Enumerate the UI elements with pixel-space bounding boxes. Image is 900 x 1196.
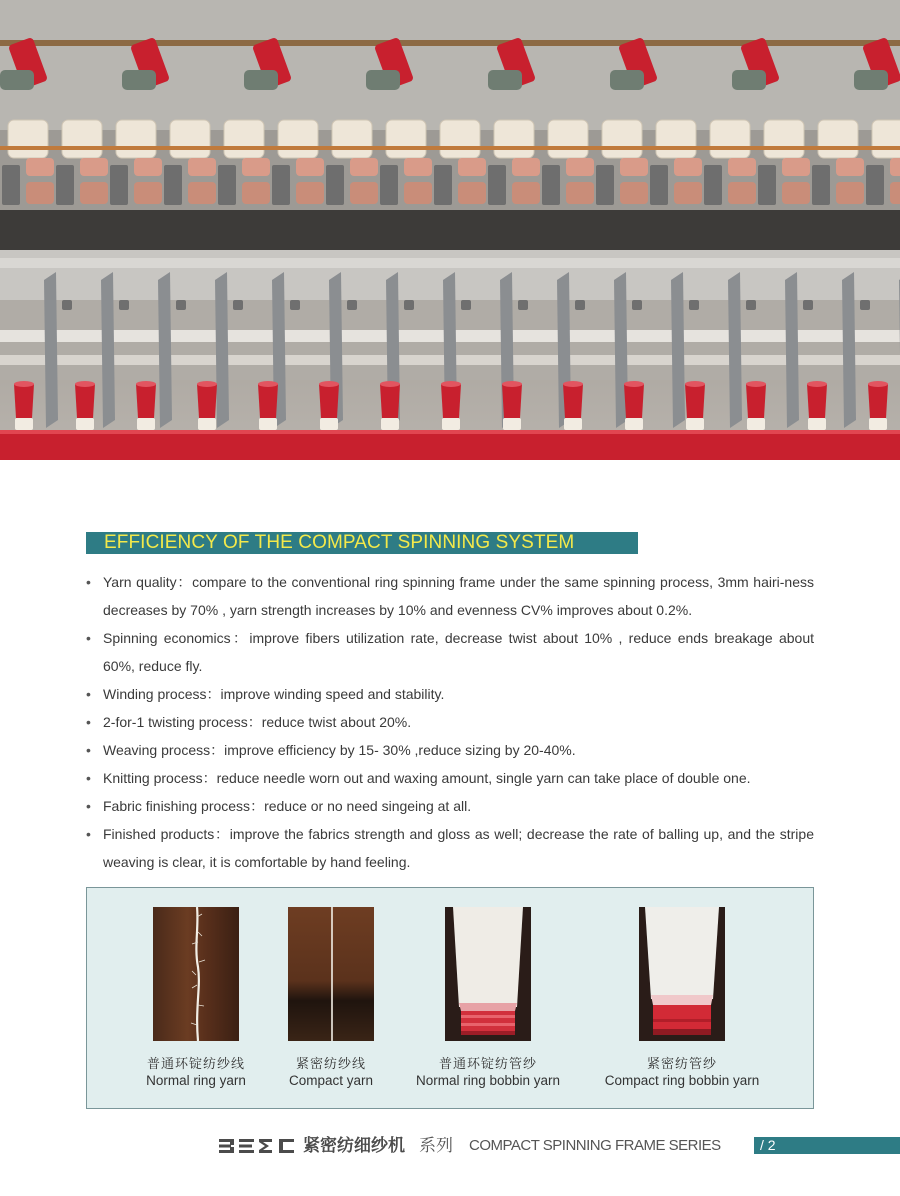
caption-cn: 普通环锭纺纱线 <box>146 1057 246 1072</box>
caption-en: Compact yarn <box>288 1073 374 1088</box>
bullet-label: Weaving process <box>103 742 211 758</box>
caption-cn: 紧密纺管纱 <box>646 1057 718 1072</box>
series-title-cn: 紧密纺细纱机 <box>303 1136 405 1156</box>
bullet-separator: ： <box>176 574 193 590</box>
bullet-label: Finished products <box>103 826 215 842</box>
yarn-comparison-panel <box>86 887 814 1109</box>
list-item <box>86 680 814 708</box>
list-item <box>86 764 814 792</box>
bullet-label: Fabric finishing process <box>103 798 251 814</box>
spinning-frame-photo <box>0 0 900 460</box>
bullet-separator: ： <box>206 686 221 702</box>
bullet-icon: • <box>86 574 91 590</box>
series-suffix-cn: 系列 <box>419 1136 453 1156</box>
page-footer <box>0 1134 900 1158</box>
bullet-icon: • <box>86 630 91 646</box>
brand-logo <box>219 1134 297 1158</box>
normal-bobbin-photo <box>445 907 531 1041</box>
list-item <box>86 624 814 680</box>
bullet-icon: • <box>86 714 91 730</box>
bullet-label: Winding process <box>103 686 207 702</box>
compact-bobbin-photo <box>639 907 725 1041</box>
bullet-icon: • <box>86 686 91 702</box>
caption-cn: 紧密纺纱线 <box>295 1057 367 1072</box>
bullet-icon: • <box>86 826 91 842</box>
bullet-text: improve the fabrics strength and gloss as well; decrease the rate of balling up, and the stripe weaving is clear, it is comfortable by hand feeling. <box>103 826 814 870</box>
bullet-icon: • <box>86 798 91 814</box>
bullet-label: 2-for-1 twisting process <box>103 714 248 730</box>
section-title: EFFICIENCY OF THE COMPACT SPINNING SYSTEM <box>86 532 638 554</box>
spinning-frame-illustration <box>0 0 900 460</box>
series-title-en: COMPACT SPINNING FRAME SERIES <box>469 1137 721 1154</box>
list-item <box>86 820 814 876</box>
caption-cn: 普通环锭纺管纱 <box>438 1057 538 1072</box>
bullet-label: Spinning economics <box>103 630 231 646</box>
normal-yarn-photo <box>153 907 239 1041</box>
bullet-text: reduce needle worn out and waxing amount, single yarn can take place of double one. <box>216 770 751 786</box>
bullet-text: compare to the conventional ring spinning frame under the same spinning process, 3mm hairi-ness decreases by 70% , yarn strength increases by 10% and evenness CV% improves about 0.2%. <box>103 574 814 618</box>
bullet-text: reduce or no need singeing at all. <box>264 798 472 814</box>
bullet-text: improve efficiency by 15- 30% ,reduce sizing by 20-40%. <box>224 742 576 758</box>
caption-en: Normal ring yarn <box>146 1073 246 1088</box>
page-number: / 2 <box>754 1137 900 1154</box>
bullet-separator: ： <box>230 630 250 646</box>
list-item <box>86 736 814 764</box>
bullet-label: Knitting process <box>103 770 203 786</box>
list-item <box>86 792 814 820</box>
bullet-text: reduce twist about 20%. <box>261 714 412 730</box>
list-item <box>86 708 814 736</box>
bullet-icon: • <box>86 770 91 786</box>
bullet-separator: ： <box>247 714 262 730</box>
bullet-separator: ： <box>214 826 230 842</box>
bullet-separator: ： <box>250 798 265 814</box>
best-logo-icon <box>219 1134 297 1158</box>
caption-en: Compact ring bobbin yarn <box>604 1073 760 1088</box>
bullet-icon: • <box>86 742 91 758</box>
bullet-text: improve winding speed and stability. <box>220 686 445 702</box>
list-item <box>86 568 814 624</box>
bullet-separator: ： <box>202 770 217 786</box>
bullet-text: improve fibers utilization rate, decrease twist about 10% , reduce ends breakage about 60%, reduce fly. <box>103 630 815 674</box>
efficiency-bullet-list <box>86 568 814 876</box>
bullet-label: Yarn quality <box>103 574 177 590</box>
caption-en: Normal ring bobbin yarn <box>415 1073 561 1088</box>
bullet-separator: ： <box>210 742 225 758</box>
compact-yarn-photo <box>288 907 374 1041</box>
